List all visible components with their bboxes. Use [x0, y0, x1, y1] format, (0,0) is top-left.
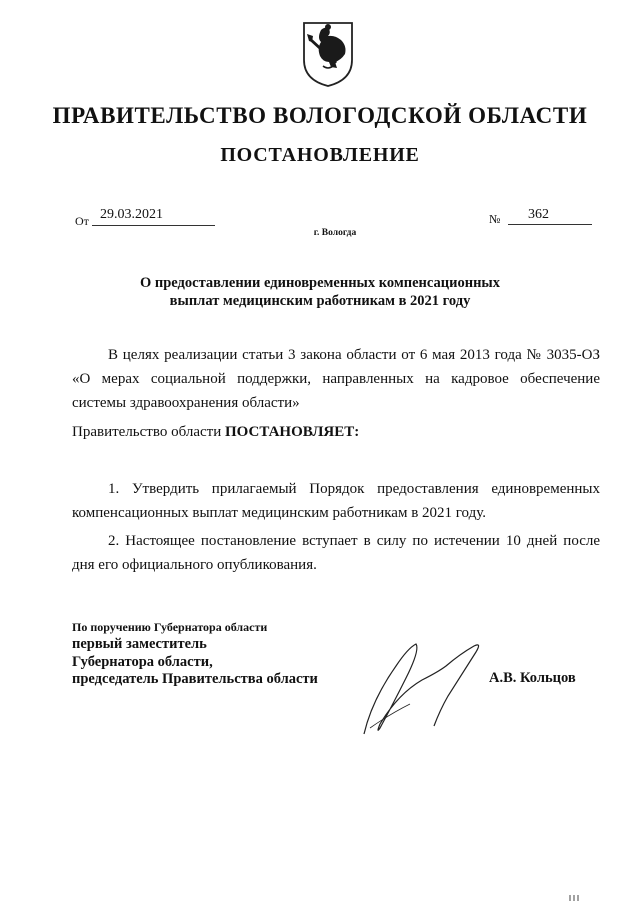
clause-1: 1. Утвердить прилагаемый Порядок предоставления единовременных компенсационных выплат медицинским работникам в 2021 году. [72, 481, 600, 521]
document-number: 362 [508, 207, 592, 225]
position-line-1: первый заместитель [72, 636, 207, 652]
document-subject [0, 274, 640, 310]
clause-2: 2. Настоящее постановление вступает в силу по истечении 10 дней после дня его официального опубликования. [72, 533, 600, 573]
signatory-position [72, 636, 318, 689]
subject-line-2: выплат медицинским работникам в 2021 году [169, 293, 471, 309]
government-title: ПРАВИТЕЛЬСТВО ВОЛОГОДСКОЙ ОБЛАСТИ [52, 103, 588, 128]
number-prefix: № [489, 212, 501, 226]
coat-of-arms-icon [301, 20, 355, 88]
decree-word: ПОСТАНОВЛЯЕТ: [224, 424, 360, 440]
subject-line-1: О предоставлении единовременных компенсационных [139, 275, 501, 291]
decree-line [72, 424, 359, 441]
date-prefix: От [75, 214, 89, 228]
signature-note: По поручению Губернатора области [72, 620, 268, 634]
handwritten-signature [350, 630, 500, 740]
decree-prefix: Правительство области [72, 424, 225, 440]
position-line-2: Губернатора области, [72, 653, 213, 670]
signatory-name: А.В. Кольцов [489, 670, 576, 686]
document-date: 29.03.2021 [92, 207, 215, 226]
preamble-paragraph: В целях реализации статьи 3 закона области от 6 мая 2013 года № 3035-ОЗ «О мерах социальной поддержки, направленных на кадровое обеспечение системы здравоохранения области» [72, 347, 600, 411]
scan-mark [568, 895, 588, 901]
city: г. Вологда [313, 228, 357, 238]
document-type: ПОСТАНОВЛЕНИЕ [220, 144, 420, 166]
position-line-3: председатель Правительства области [72, 671, 318, 687]
